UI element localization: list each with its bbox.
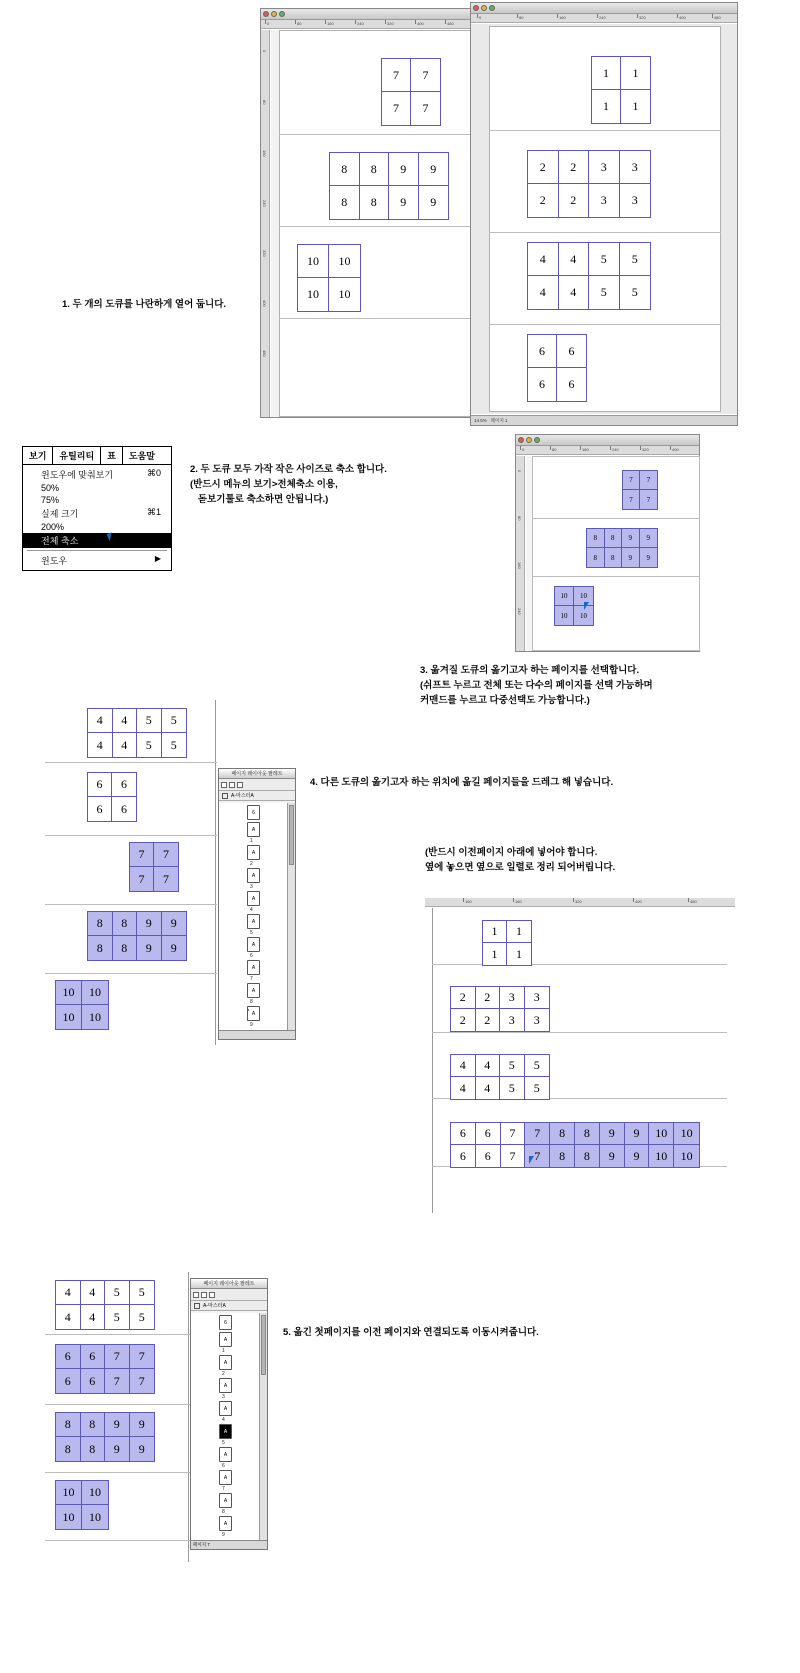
spread-icon[interactable]: [237, 782, 243, 788]
page-spread-selected[interactable]: [55, 980, 109, 1030]
page-cell: 7: [525, 1123, 550, 1145]
page-cell: 7: [382, 59, 411, 92]
thumbnail-number: 7: [250, 976, 253, 982]
page-cell: 5: [620, 243, 651, 276]
page-cell: 8: [360, 153, 390, 186]
horizontal-ruler-result: 160 160 320 400 480: [425, 898, 735, 907]
page-cell: 4: [56, 1281, 81, 1305]
close-icon[interactable]: [473, 5, 479, 11]
canvas-small[interactable]: [526, 456, 699, 651]
spread-icon[interactable]: [209, 1292, 215, 1298]
vertical-ruler-small: 0 80 160 240: [516, 456, 525, 651]
page-cell: 10: [82, 981, 108, 1005]
thumbnail-page[interactable]: 6: [219, 1315, 232, 1330]
page-cell: 6: [121, 801, 127, 816]
page-cell: 9: [389, 153, 419, 186]
thumbnail-number: 2: [250, 861, 253, 867]
page-cell: 5: [589, 243, 620, 276]
document-window-step5[interactable]: [45, 1272, 190, 1562]
page-cell: 8: [330, 186, 360, 219]
thumbnail-page[interactable]: 6: [247, 805, 260, 820]
page-cell: 5: [137, 709, 162, 733]
document-window-step4-result[interactable]: [425, 898, 735, 1213]
page-cell: 6: [451, 1145, 476, 1167]
page-indicator: 페이지 1: [490, 417, 508, 423]
page-cell: 7: [623, 490, 640, 509]
page-cell: 7: [130, 1345, 155, 1369]
vertical-ruler-left: 0 80 160 240 320 400 480: [261, 30, 270, 417]
menu-item-fit-all[interactable]: 전체 축소: [23, 533, 171, 548]
page-cell: 8: [81, 1413, 106, 1437]
page-cell: 6: [528, 368, 557, 401]
facing-page-icon[interactable]: [229, 782, 235, 788]
page-cell: 8: [113, 936, 138, 960]
page-cell: 1: [621, 57, 650, 90]
page-cell: 7: [382, 92, 411, 125]
page-cell: 7: [640, 471, 657, 490]
page-cell: 9: [430, 195, 437, 209]
page-cell: 4: [559, 243, 590, 276]
document-window-step4[interactable]: [45, 700, 220, 1045]
page-cell: 9: [646, 553, 650, 562]
page-cell: 3: [500, 987, 525, 1009]
scrollbar-thumb[interactable]: [289, 805, 294, 865]
page-cell: 6: [476, 1123, 501, 1145]
caption-step3: 3. 옮겨질 도큐의 옮기고자 하는 페이지를 선택합니다.: [420, 665, 640, 676]
page-cell: 5: [631, 285, 638, 299]
palette-scrollbar[interactable]: [259, 1313, 267, 1540]
page-cell: 2: [559, 184, 590, 217]
view-menu[interactable]: [22, 446, 172, 571]
titlebar-right[interactable]: [471, 3, 737, 14]
page-cell: 4: [528, 276, 559, 309]
document-window-right[interactable]: [470, 2, 738, 426]
page-cell: 2: [476, 987, 501, 1009]
page-cell: 8: [360, 186, 390, 219]
chevron-right-icon: ▶: [154, 554, 161, 563]
page-cell: 4: [81, 1305, 106, 1329]
page-cell: 8: [605, 529, 623, 548]
page-cell: 4: [559, 276, 590, 309]
page-cell: 3: [533, 1012, 540, 1027]
page-cell: 8: [550, 1123, 575, 1145]
page-cell: 4: [451, 1077, 476, 1099]
page-cell: 5: [589, 276, 620, 309]
zoom-level: 14.5%: [474, 418, 487, 423]
page-spread-selected[interactable]: [87, 911, 187, 961]
menu-item-75[interactable]: 75%: [41, 495, 60, 505]
page-cell: 10: [82, 1481, 108, 1505]
page-spread[interactable]: [527, 242, 651, 310]
page-cell: 6: [81, 1345, 106, 1369]
page-cell: 1: [507, 921, 531, 943]
page-spread[interactable]: [450, 986, 550, 1032]
menubar-item-help[interactable]: 도움말: [128, 451, 155, 461]
page-cell: 7: [525, 1145, 550, 1167]
page-cell: 10: [56, 1481, 82, 1505]
page-cell: 8: [575, 1145, 600, 1167]
menu-item-actual-size[interactable]: 실제 크기 ⌘1: [41, 507, 161, 519]
horizontal-ruler-small: 0 80 160 240 320 400: [516, 446, 699, 455]
page-cell: 1: [483, 943, 507, 965]
page-cell: 1: [632, 99, 639, 113]
thumbnail-page[interactable]: A: [219, 1401, 232, 1416]
page-spread[interactable]: [482, 920, 532, 966]
caption-step2-note1: (반드시 메뉴의 보기>전체축소 이용,: [190, 479, 338, 490]
thumbnail-number: 1: [222, 1348, 225, 1354]
thumbnail-number: 7: [222, 1486, 225, 1492]
zoom-icon[interactable]: [489, 5, 495, 11]
page-cell: 5: [130, 1281, 155, 1305]
master-page-icon: [222, 793, 228, 799]
page-cell: 8: [81, 1437, 106, 1461]
page-cell: 4: [113, 709, 138, 733]
page-spread[interactable]: [450, 1054, 550, 1100]
page-cell: 3: [631, 193, 638, 207]
page-cell: 10: [89, 1009, 101, 1024]
page-cell: 10: [674, 1145, 699, 1167]
page-cell: 10: [298, 278, 329, 311]
scrollbar-thumb[interactable]: [261, 1315, 266, 1375]
page-cell: 6: [56, 1369, 81, 1393]
thumbnail-page[interactable]: A: [219, 1447, 232, 1462]
page-cell: 9: [622, 548, 640, 567]
minimize-icon[interactable]: [481, 5, 487, 11]
page-spread-selected[interactable]: [55, 1344, 155, 1394]
page-cell: 6: [88, 773, 112, 797]
thumbnail-page[interactable]: A: [219, 1493, 232, 1508]
page-cell: 3: [589, 151, 620, 184]
thumbnail-page[interactable]: A: [219, 1378, 232, 1393]
thumbnail-page[interactable]: A: [247, 914, 260, 929]
page-cell: 4: [56, 1305, 81, 1329]
page-cell: 7: [130, 843, 154, 867]
thumbnail-number: 1: [250, 838, 253, 844]
page-cell: 4: [113, 733, 138, 757]
palette-thumbnail-list[interactable]: [191, 1313, 267, 1540]
page-cell: 7: [501, 1123, 526, 1145]
page-cell: 9: [105, 1437, 130, 1461]
page-cell: 6: [81, 1369, 106, 1393]
page-cell: 8: [88, 912, 113, 936]
page-spread-selected[interactable]: [586, 528, 658, 568]
page-cell: 2: [559, 151, 590, 184]
page-cell: 3: [500, 1009, 525, 1031]
page-cell: 5: [500, 1077, 525, 1099]
page-cell: 5: [138, 1309, 145, 1324]
horizontal-ruler-left: 0 80 160 240 320 400 480: [261, 20, 474, 29]
thumbnail-page[interactable]: A: [219, 1355, 232, 1370]
page-cell: 8: [330, 153, 360, 186]
page-cell: 10: [56, 1505, 82, 1529]
page-cell: 8: [587, 548, 605, 567]
thumbnail-page[interactable]: A: [247, 983, 260, 998]
page-cell: 10: [56, 1005, 82, 1029]
thumbnail-page[interactable]: A: [219, 1332, 232, 1347]
thumbnail-page[interactable]: A: [247, 891, 260, 906]
page-cell: 9: [162, 912, 187, 936]
menu-separator: [27, 550, 167, 551]
menu-item-fit-window[interactable]: 윈도우에 맞춰보기 ⌘0: [41, 468, 161, 480]
page-cell: 10: [574, 587, 593, 606]
master-page-icon: [194, 1303, 200, 1309]
master-row[interactable]: [219, 791, 295, 801]
palette-toolbar[interactable]: [219, 779, 295, 791]
single-page-icon[interactable]: [221, 782, 227, 788]
titlebar-small[interactable]: [516, 435, 699, 446]
page-cell: 2: [476, 1009, 501, 1031]
menubar-item-table[interactable]: 표: [101, 447, 123, 464]
menubar-item-utility[interactable]: 유틸리티: [53, 447, 101, 464]
thumbnail-page[interactable]: A: [219, 1470, 232, 1485]
page-cell: 10: [89, 1509, 101, 1524]
page-spread-selected[interactable]: [129, 842, 179, 892]
page-cell: 7: [646, 495, 651, 504]
page-cell: 6: [451, 1123, 476, 1145]
page-cell: 10: [555, 606, 574, 625]
minimize-icon[interactable]: [526, 437, 532, 443]
page-cell: 7: [105, 1369, 130, 1393]
page-cell: 4: [476, 1055, 501, 1077]
page-cell: 2: [451, 1009, 476, 1031]
page-cell: 9: [137, 912, 162, 936]
palette-title[interactable]: 페이지 레이아웃 팔레트: [191, 1279, 267, 1289]
caption-step5: 5. 옮긴 첫페이지를 이전 페이지와 연결되도록 이동시켜줍니다.: [283, 1327, 539, 1338]
page-cell: 7: [501, 1145, 526, 1167]
thumbnail-page[interactable]: A: [247, 937, 260, 952]
page-cell: 3: [589, 184, 620, 217]
page-cell: 2: [451, 987, 476, 1009]
thumbnail-page[interactable]: A: [247, 868, 260, 883]
page-cell: 10: [338, 287, 351, 301]
menubar[interactable]: [23, 447, 171, 465]
page-cell: 1: [592, 90, 621, 123]
page-cell: 5: [170, 737, 177, 752]
page-cell: 5: [105, 1281, 130, 1305]
thumbnail-page[interactable]: A: [247, 822, 260, 837]
page-cell: 4: [528, 243, 559, 276]
page-cell: 9: [389, 186, 419, 219]
thumbnail-page-selected[interactable]: A: [219, 1424, 232, 1439]
page-cell: 1: [592, 57, 621, 90]
page-cell: 6: [557, 335, 586, 368]
page-spread[interactable]: [87, 772, 137, 822]
caption-note-2: 옆에 놓으면 옆으로 일렬로 정리 되어버립니다.: [425, 862, 616, 873]
page-cell: 6: [528, 335, 557, 368]
page-cell: 10: [649, 1145, 674, 1167]
page-cell: 9: [600, 1123, 625, 1145]
mouse-cursor: [529, 1156, 534, 1164]
palette-title[interactable]: 페이지 레이아웃 팔레트: [219, 769, 295, 779]
page-cell: 8: [605, 548, 623, 567]
palette-scrollbar[interactable]: [287, 803, 295, 1030]
page-cell: 5: [137, 733, 162, 757]
page-cell: 9: [625, 1123, 650, 1145]
thumbnail-page[interactable]: A: [219, 1516, 232, 1531]
page-cell: 7: [138, 1373, 145, 1388]
page-cell: 4: [88, 709, 113, 733]
master-label: A-마스터A: [203, 1303, 226, 1309]
page-cell: 8: [113, 912, 138, 936]
page-cell: 6: [112, 773, 136, 797]
page-cell: 6: [56, 1345, 81, 1369]
page-cell: 7: [105, 1345, 130, 1369]
document-window-small[interactable]: [515, 434, 700, 652]
facing-page-icon[interactable]: [201, 1292, 207, 1298]
page-cell: 10: [329, 245, 360, 278]
caption-step4: 4. 다른 도큐의 옮기고자 하는 위치에 옮길 페이지들을 드레그 해 넣습니다.: [310, 777, 614, 788]
thumbnail-number: 9: [250, 1022, 253, 1028]
thumbnail-number: 2: [222, 1371, 225, 1377]
page-cell: 10: [674, 1123, 699, 1145]
zoom-icon[interactable]: [534, 437, 540, 443]
page-cell: 8: [88, 936, 113, 960]
page-cell: 9: [419, 153, 449, 186]
page-spread-selected[interactable]: [55, 1480, 109, 1530]
palette-footer: [219, 1030, 295, 1039]
page-cell: 10: [56, 981, 82, 1005]
thumbnail-page[interactable]: A: [247, 1006, 260, 1021]
page-spread-selected[interactable]: [622, 470, 658, 510]
thumbnail-number: 6: [222, 1463, 225, 1469]
thumbnail-number: 6: [250, 953, 253, 959]
thumbnail-number: 5: [250, 930, 253, 936]
page-cell: 5: [500, 1055, 525, 1077]
page-cell: 2: [528, 151, 559, 184]
page-cell: 10: [649, 1123, 674, 1145]
document-window-left[interactable]: [260, 8, 475, 418]
page-cell: 10: [555, 587, 574, 606]
page-cell: 9: [625, 1145, 650, 1167]
page-cell: 1: [483, 921, 507, 943]
page-cell: 9: [170, 940, 177, 955]
caption-step3-note2: 커맨드를 누르고 다중선택도 가능합니다.): [420, 695, 590, 706]
page-cell: 8: [587, 529, 605, 548]
page-cell: 8: [550, 1145, 575, 1167]
page-cell: 4: [476, 1077, 501, 1099]
page-cell: 5: [533, 1080, 540, 1095]
thumbnail-number: 9: [222, 1532, 225, 1538]
thumbnail-page[interactable]: A: [247, 960, 260, 975]
palette-toolbar[interactable]: [191, 1289, 267, 1301]
page-spread[interactable]: [527, 334, 587, 402]
page-cell: 7: [154, 843, 178, 867]
thumbnail-page[interactable]: A: [247, 845, 260, 860]
page-cell: 6: [476, 1145, 501, 1167]
caption-step2-note2: 돋보기툴로 축소하면 안됩니다.): [190, 494, 329, 505]
page-spread-selected[interactable]: [55, 1412, 155, 1462]
page-cell: 8: [56, 1437, 81, 1461]
thumbnail-page[interactable]: [247, 1009, 249, 1011]
pages-palette-step4[interactable]: [218, 768, 296, 1040]
horizontal-ruler-right: 0 80 160 240 320 400 480: [471, 14, 737, 23]
titlebar-left[interactable]: [261, 9, 474, 20]
close-icon[interactable]: [518, 437, 524, 443]
single-page-icon[interactable]: [193, 1292, 199, 1298]
zoom-icon[interactable]: [279, 11, 285, 17]
view-menu-list[interactable]: [23, 465, 171, 570]
page-cell: 7: [130, 867, 154, 891]
page-spread[interactable]: [527, 150, 651, 218]
page-spread-dropped[interactable]: [450, 1122, 700, 1168]
menu-item-window[interactable]: 윈도우 ▶: [41, 554, 161, 566]
thumbnail-number: 4: [222, 1417, 225, 1423]
caption-step1: 1. 두 개의 도큐를 나란하게 열어 둡니다.: [62, 299, 227, 310]
thumbnail-number: 8: [222, 1509, 225, 1515]
page-spread[interactable]: [591, 56, 651, 124]
close-icon[interactable]: [263, 11, 269, 17]
page-cell: 2: [528, 184, 559, 217]
page-cell: 5: [525, 1055, 550, 1077]
page-cell: 4: [81, 1281, 106, 1305]
page-cell: 9: [105, 1413, 130, 1437]
menu-item-200[interactable]: 200%: [41, 522, 65, 532]
page-cell: 9: [137, 936, 162, 960]
caption-note-1: (반드시 이전페이지 아래에 넣어야 합니다.: [425, 847, 598, 858]
page-cell: 5: [162, 709, 187, 733]
page-cell: 4: [88, 733, 113, 757]
page-cell: 7: [411, 59, 440, 92]
palette-footer: [191, 1540, 267, 1549]
page-cell: 10: [298, 245, 329, 278]
thumbnail-number: 3: [222, 1394, 225, 1400]
menubar-item-view[interactable]: 보기: [23, 447, 53, 464]
caption-step2: 2. 두 도큐 모두 가작 작은 사이즈로 축소 합니다.: [190, 464, 387, 475]
statusbar-right: [471, 415, 737, 425]
page-cell: 7: [422, 101, 429, 115]
thumbnail-number: 3: [250, 884, 253, 890]
page-spread[interactable]: [381, 58, 441, 126]
master-label: A-마스터A: [231, 793, 254, 799]
page-cell: 9: [138, 1441, 145, 1456]
mouse-cursor: [584, 602, 589, 610]
page-spread[interactable]: [87, 708, 187, 758]
thumbnail-number: 8: [250, 999, 253, 1005]
page-cell: 9: [130, 1413, 155, 1437]
page-spread[interactable]: [329, 152, 449, 220]
canvas-right[interactable]: [471, 24, 737, 414]
menu-item-50[interactable]: 50%: [41, 483, 60, 493]
page-cell: 4: [451, 1055, 476, 1077]
page-cell: 7: [163, 871, 169, 886]
page-cell: 3: [525, 987, 550, 1009]
canvas-left[interactable]: [271, 30, 474, 417]
page-cell: 7: [623, 471, 640, 490]
thumbnail-number: 5: [222, 1440, 225, 1446]
page-cell: 9: [640, 529, 658, 548]
page-cell: 8: [56, 1413, 81, 1437]
page-cell: 6: [568, 377, 575, 391]
page-cell: 6: [88, 797, 112, 821]
palette-thumbnail-list[interactable]: [219, 803, 295, 1030]
page-cell: 9: [622, 529, 640, 548]
master-row[interactable]: [191, 1301, 267, 1311]
page-cell: 9: [600, 1145, 625, 1167]
minimize-icon[interactable]: [271, 11, 277, 17]
thumbnail-number: 4: [250, 907, 253, 913]
page-cell: 10: [580, 611, 587, 620]
page-spread[interactable]: [297, 244, 361, 312]
page-cell: 5: [105, 1305, 130, 1329]
page-cell: 3: [620, 151, 651, 184]
palette-footer-label: 페이지 7: [193, 1542, 210, 1547]
pages-palette-step5[interactable]: [190, 1278, 268, 1550]
page-cell: 1: [516, 946, 522, 961]
caption-step3-note1: (쉬프트 누르고 전체 또는 다수의 페이지를 선택 가능하며: [420, 680, 653, 691]
page-cell: 8: [575, 1123, 600, 1145]
page-spread[interactable]: [55, 1280, 155, 1330]
